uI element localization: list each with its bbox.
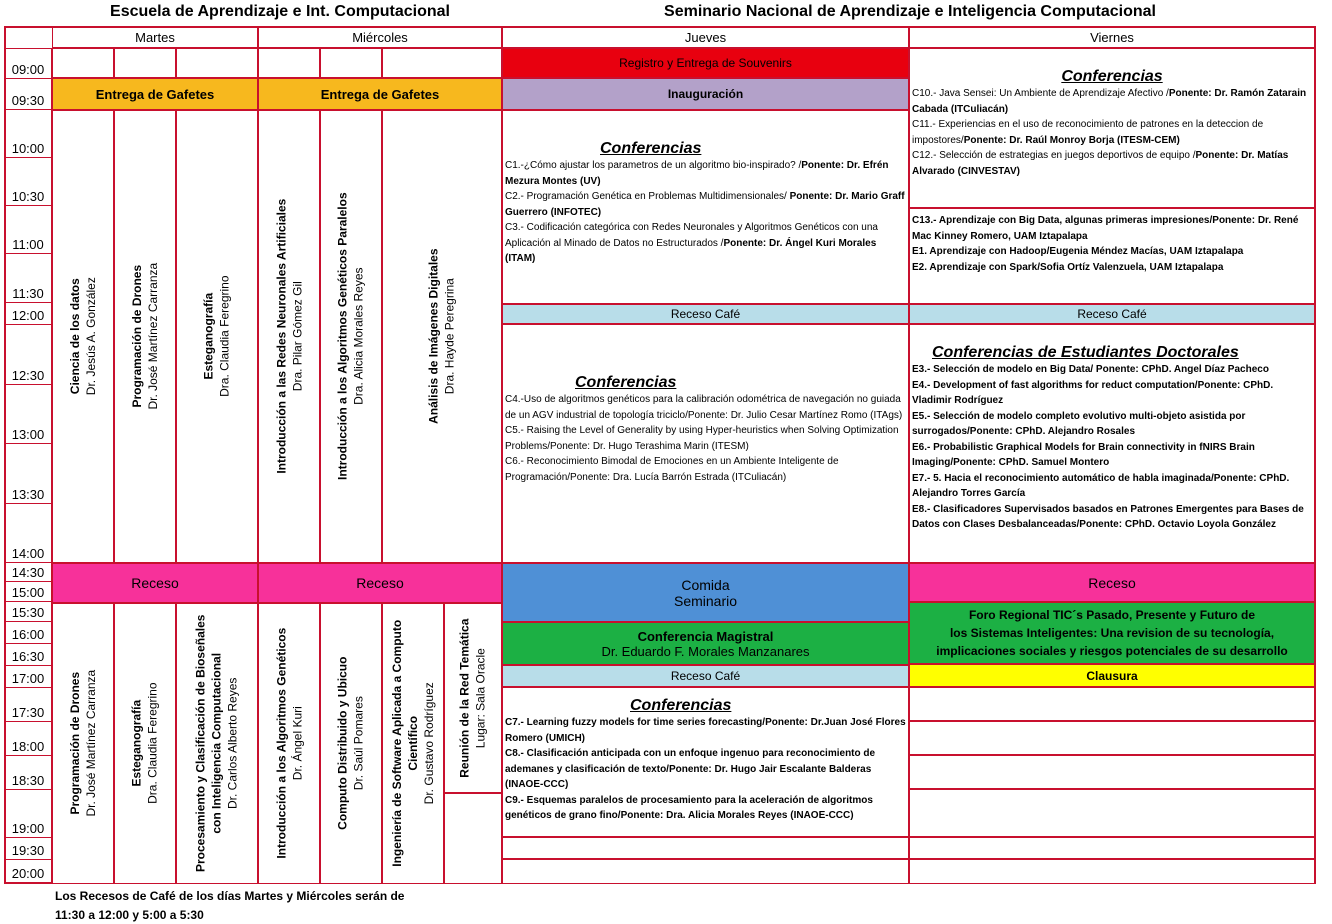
foro-line: Foro Regional TIC´s Pasado, Presente y Futuro de [968,608,1256,622]
time-label: 18:30 [5,756,51,790]
course-speaker: Dr. Gustavo Rodríguez [422,682,437,805]
conferencias-jueves-1 [502,110,909,304]
receso-cafe-jueves: Receso Café [502,304,909,324]
time-label: 19:00 [5,790,51,838]
comida-label: Comida [681,576,730,593]
course-speaker: Dra. Hayde Peregrina [443,278,457,395]
foro-line: implicaciones sociales y riesgos potenciales de su desarrollo [936,644,1288,658]
conferencias-jueves-3 [502,687,909,837]
foro-line: los Sistemas Inteligentes: Una revision de su tecnología, [949,626,1275,640]
conferencias-title: Conferencias de Estudiantes Doctorales [932,344,1239,361]
magistral-label: Conferencia Magistral [637,628,774,644]
talk-item: C8.- Clasificación anticipada con un enfoque ingenuo para reconocimiento de ademanes y clasificación de texto/Ponente: Dr. Hugo Jair Escalante Balderas (INAOE-CCC) [505,748,876,791]
day-header-martes: Martes [52,27,258,48]
course-title: Esteganografía [201,293,216,380]
course-title: Computo Distribuido y Ubicuo [335,656,350,831]
time-label: 15:30 [5,602,51,622]
school-title: Escuela de Aprendizaje e Int. Computacional [110,3,450,20]
talk-item: E4.- Development of fast algorithms for reduct computation/Ponente: CPhD. Vladimir Rodríguez [912,379,1274,407]
time-label: 19:30 [5,838,51,860]
foro-band [909,602,1315,664]
talk-desc: C11.- Experiencias en el uso de reconocimiento de patrones en la deteccion de impostores/ [912,119,1264,146]
empty-cell [258,48,320,78]
seminar-title: Seminario Nacional de Aprendizaje e Inteligencia Computacional [664,3,1156,20]
time-label: 20:00 [11,866,45,881]
course-cell [52,603,114,884]
footnote [55,887,505,924]
empty-cell [444,793,502,884]
talk-item: C7.- Learning fuzzy models for time series forecasting/Ponente: Dr.Juan José Flores Romero (UMICH) [505,717,906,744]
time-label: 10:00 [5,110,51,158]
inauguracion-band: Inauguración [502,78,909,110]
course-cell [444,603,502,793]
course-cell [258,603,320,884]
course-speaker: Dra. Alicia Morales Reyes [352,267,366,406]
comida-band [502,563,909,622]
magistral-speaker: Dr. Eduardo F. Morales Manzanares [601,643,810,659]
course-cell [320,110,382,563]
course-speaker: Lugar: Sala Oracle [474,647,488,749]
course-cell [258,110,320,563]
time-label: 14:30 [5,563,51,582]
gafetes-martes: Entrega de Gafetes [52,78,258,110]
course-title: Ingeniería de Software Aplicada a Computo [389,620,404,867]
time-label: 11:00 [5,206,51,254]
talk-desc: C3.- Codificación categórica con Redes Neuronales y Algoritmos Genéticos con una Aplicación al Minado de Datos no Estructurados / [505,222,878,249]
conferencias-viernes-1b [909,208,1315,304]
time-label: 13:30 [5,444,51,504]
clausura-band: Clausura [909,664,1315,687]
talk-item: C4.-Uso de algoritmos genéticos para la calibración odométrica de navegación no guiada de un AGV industrial de topología triciclo/Ponente: Dr. Julio Cesar Martínez Romo (ITAgs) [505,394,903,421]
empty-cell [502,837,909,859]
footnote-line: 11:30 a 12:00 y 5:00 a 5:30 [55,907,204,922]
empty-cell [52,48,114,78]
talk-desc: C1.-¿Cómo ajustar los parametros de un algoritmo bio-inspirado? / [505,160,802,172]
conferencias-title: Conferencias [575,374,677,391]
day-header-miercoles: Miércoles [258,27,502,48]
time-column [4,48,52,884]
course-title: Ciencia de los datos [67,278,82,395]
talk-item: C9.- Esquemas paralelos de procesamiento para la aceleración de algoritmos genéticos de grano fino/Ponente: Dra. Alicia Morales Reyes (INAOE-CCC) [505,794,873,822]
course-title: Procesamiento y Clasificación de Bioseñales [193,614,208,873]
talk-speaker: Ponente: Dr. Mario Graff Guerrero (INFOTEC) [505,191,905,218]
course-title-line2: Científico [405,716,420,771]
talk-item: E7.- 5. Hacia el reconocimiento automático de habla imaginada/Ponente: CPhD. Alejandro Torres García [912,472,1290,500]
empty-cell [909,859,1315,884]
registro-band: Registro y Entrega de Souvenirs [502,48,909,78]
conferencias-doctorales [909,324,1315,563]
receso-cafe-viernes: Receso Café [909,304,1315,324]
time-label: 09:00 [5,49,51,79]
time-label: 13:00 [5,385,51,444]
talk-desc: C2.- Programación Genética en Problemas Multidimensionales/ [505,191,790,203]
conferencias-title: Conferencias [1061,68,1163,85]
gafetes-miercoles: Entrega de Gafetes [258,78,502,110]
day-header-jueves: Jueves [502,27,909,48]
course-title: Introducción a los Algoritmos Genéticos [273,628,288,859]
receso-viernes: Receso [909,563,1315,602]
talk-item: C13.- Aprendizaje con Big Data, algunas primeras impresiones/Ponente: Dr. René Mac Kinney Romero, UAM Iztapalapa [912,215,1299,242]
talk-desc: C12.- Selección de estrategias en juegos deportivos de equipo / [912,150,1196,162]
course-title: Reunión de la Red Temática [457,618,472,778]
course-speaker: Dr. Jesús A. González [84,277,98,396]
day-header-viernes: Viernes [909,27,1315,48]
talk-item: E5.- Selección de modelo completo evolutivo multi-objeto asistida por surrogados/Ponente: CPhD. Alejandro Rosales [912,410,1246,438]
time-label: 16:30 [5,644,51,666]
course-speaker: Dr. José Martínez Carranza [146,263,160,410]
talk-speaker: Ponente: Dr. Raúl Monroy Borja (ITESM-CEM) [963,134,1180,146]
course-speaker: Dra. Claudia Feregrino [146,682,161,805]
course-title-line2: con Inteligencia Computacional [209,653,224,834]
empty-cell [909,837,1315,859]
receso-cafe-jueves-2: Receso Café [502,665,909,687]
course-title: Introducción a las Redes Neuronales Artificiales [273,199,288,474]
empty-cell [909,755,1315,789]
empty-cell [909,687,1315,721]
empty-cell [382,48,502,78]
footnote-line: Los Recesos de Café de los días Martes y Miércoles serán de [55,889,405,903]
course-cell [114,110,176,563]
empty-cell [909,721,1315,755]
empty-cell [176,48,258,78]
time-label: 17:30 [5,688,51,722]
time-label: 18:00 [5,722,51,756]
empty-cell [320,48,382,78]
talk-item: E6.- Probabilistic Graphical Models for Brain connectivity in fNIRS Brain Imaging/Ponente: CPhD. Samuel Montero [912,441,1255,469]
talk-desc: C10.- Java Sensei: Un Ambiente de Aprendizaje Afectivo / [912,88,1169,100]
talk-speaker: Ponente: Dr. Ramón Zatarain Cabada (ITCuliacán) [912,88,1307,115]
course-title: Esteganografía [129,700,144,787]
talk-speaker: Ponente: Dr. Matías Alvarado (CINVESTAV) [912,150,1289,177]
time-label: 09:30 [5,79,51,110]
course-speaker: Dr. José Martínez Carranza [84,670,98,817]
course-speaker: Dr. Carlos Alberto Reyes [226,677,241,810]
course-title: Programación de Drones [129,265,144,408]
time-label: 14:00 [5,504,51,563]
time-label: 15:00 [5,582,51,602]
course-speaker: Dr. Ángel Kuri [290,706,305,781]
course-title: Programación de Drones [67,672,82,815]
conferencias-jueves-2 [502,324,909,563]
empty-cell [502,859,909,884]
talk-item: E8.- Clasificadores Supervisados basados en Patrones Emergentes para Bases de Datos con Clases Desbalanceadas/Ponente: CPhD. Octavio Loyola González [912,503,1304,531]
course-cell [382,110,502,563]
conferencias-title: Conferencias [600,140,702,157]
time-label: 12:30 [5,325,51,385]
time-label: 17:00 [5,666,51,688]
course-cell [382,603,444,884]
time-label: 10:30 [5,158,51,206]
time-label: 12:00 [5,303,51,325]
time-label: 11:30 [5,254,51,303]
course-speaker: Dra. Pilar Gómez Gil [290,281,305,392]
talk-item: C6.- Reconocimiento Bimodal de Emociones en un Ambiente Inteligente de Programación/Ponente: Dra. Lucía Barrón Estrada (ITCuliacán) [505,456,839,483]
talk-item: E1. Aprendizaje con Hadoop/Eugenia Méndez Macías, UAM Iztapalapa [912,246,1244,257]
empty-cell [909,789,1315,837]
course-title: Análisis de Imágenes Digitales [426,248,441,425]
receso-miercoles: Receso [258,563,502,603]
course-cell [176,603,258,884]
time-label: 16:00 [5,622,51,644]
course-cell [320,603,382,884]
talk-item: C5.- Raising the Level of Generality by using Hyper-heuristics when Solving Optimization Problems/Ponente: Dr. Hugo Terashima Marin (ITESM) [505,425,899,452]
conferencias-viernes-1 [909,48,1315,208]
talk-speaker: Ponente: Dr. Ángel Kuri Morales (ITAM) [505,237,877,265]
course-speaker: Dr. Saúl Pomares [352,696,367,791]
course-cell [176,110,258,563]
receso-martes: Receso [52,563,258,603]
course-title: Introducción a los Algoritmos Genéticos Paralelos [335,192,350,481]
course-cell [114,603,176,884]
comida-sublabel: Seminario [673,592,738,609]
magistral-band [502,622,909,665]
course-speaker: Dra. Claudia Feregrino [218,275,233,398]
talk-item: E3.- Selección de modelo en Big Data/ Ponente: CPhD. Angel Díaz Pacheco [912,364,1269,376]
talk-speaker: Ponente: Dr. Efrén Mezura Montes (UV) [505,160,889,187]
course-cell [52,110,114,563]
empty-cell [114,48,176,78]
conferencias-title: Conferencias [630,697,732,714]
talk-item: E2. Aprendizaje con Spark/Sofia Ortíz Valenzuela, UAM Iztapalapa [912,261,1224,273]
